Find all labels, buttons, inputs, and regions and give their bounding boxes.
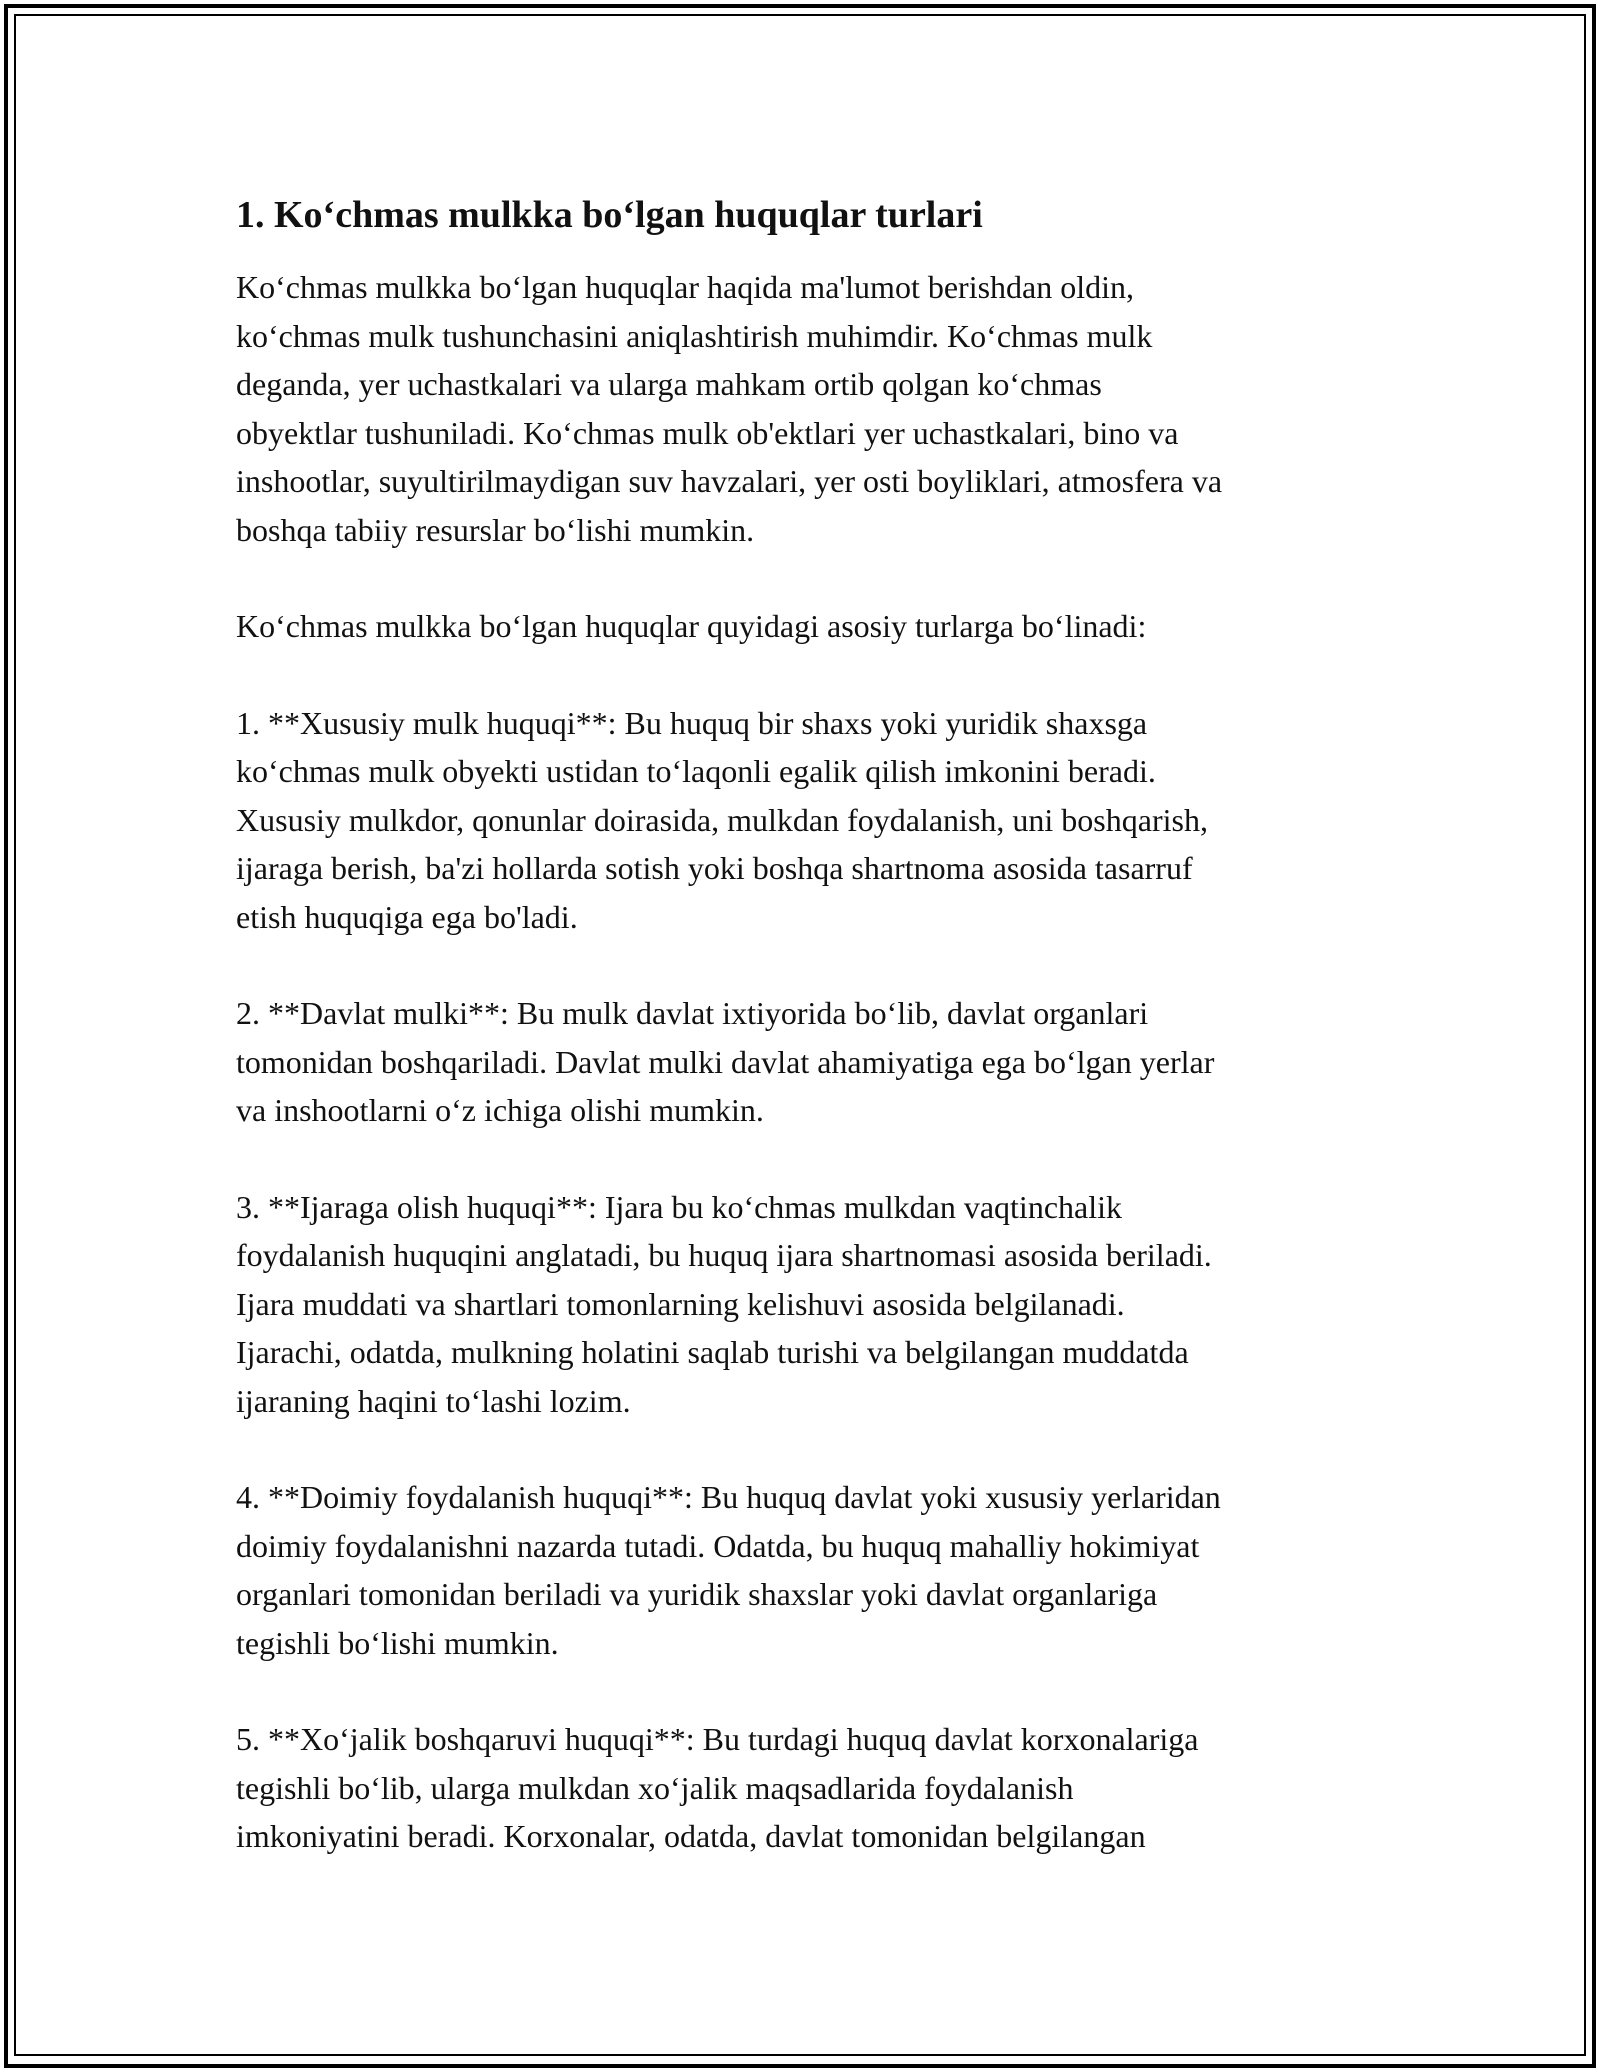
- intro-paragraph: Ko‘chmas mulkka bo‘lgan huquqlar haqida ma'lumot berishdan oldin, ko‘chmas mulk tushunchasini aniqlashtirish muhimdir. Ko‘chmas mulk deganda, yer uchastkalari va ularga mahkam ortib qolgan ko‘chmas obyektlar tushuniladi. Ko‘chmas mulk ob'ektlari yer uchastkalari, bino va inshootlar, suyultirilmaydigan suv havzalari, yer osti boyliklari, atmosfera va boshqa tabiiy resurslar bo‘lishi mumkin.: [236, 269, 1223, 548]
- list-item-economic-management-right: 5. **Xo‘jalik boshqaruvi huquqi**: Bu turdagi huquq davlat korxonalariga tegishli bo‘lib, ularga mulkdan xo‘jalik maqsadlarida foydalanish imkoniyatini beradi. Korxonalar, odatda, davlat tomonidan belgilangan: [236, 1721, 1199, 1854]
- list-item-lease-right: 3. **Ijaraga olish huquqi**: Ijara bu ko‘chmas mulkdan vaqtinchalik foydalanish huquqini anglatadi, bu huquq ijara shartnomasi asosida beriladi. Ijara muddati va shartlari tomonlarning kelishuvi asosida belgilanadi. Ijarachi, odatda, mulkning holatini saqlab turishi va belgilangan muddatda ijaraning haqini to‘lashi lozim.: [236, 1188, 1212, 1419]
- list-item-state-property: 2. **Davlat mulki**: Bu mulk davlat ixtiyorida bo‘lib, davlat organlari tomonidan boshqariladi. Davlat mulki davlat ahamiyatiga ega bo‘lgan yerlar va inshootlarni o‘z ichiga olishi mumkin.: [236, 995, 1215, 1128]
- list-item-private-property: 1. **Xususiy mulk huquqi**: Bu huquq bir shaxs yoki yuridik shaxsga ko‘chmas mulk obyekti ustidan to‘laqonli egalik qilish imkonini beradi. Xususiy mulkdor, qonunlar doirasida, mulkdan foydalanish, uni boshqarish, ijaraga berish, ba'zi hollarda sotish yoki boshqa shartnoma asosida tasarruf etish huquqiga ega bo'ladi.: [236, 704, 1208, 935]
- types-intro-paragraph: Ko‘chmas mulkka bo‘lgan huquqlar quyidagi asosiy turlarga bo‘linadi:: [236, 608, 1147, 644]
- document-title: 1. Ko‘chmas mulkka bo‘lgan huquqlar turlari: [236, 194, 983, 236]
- document-body: [236, 187, 1376, 1909]
- list-item-permanent-use-right: 4. **Doimiy foydalanish huquqi**: Bu huquq davlat yoki xususiy yerlaridan doimiy foydalanishni nazarda tutadi. Odatda, bu huquq mahalliy hokimiyat organlari tomonidan beriladi va yuridik shaxslar yoki davlat organlariga tegishli bo‘lishi mumkin.: [236, 1479, 1221, 1661]
